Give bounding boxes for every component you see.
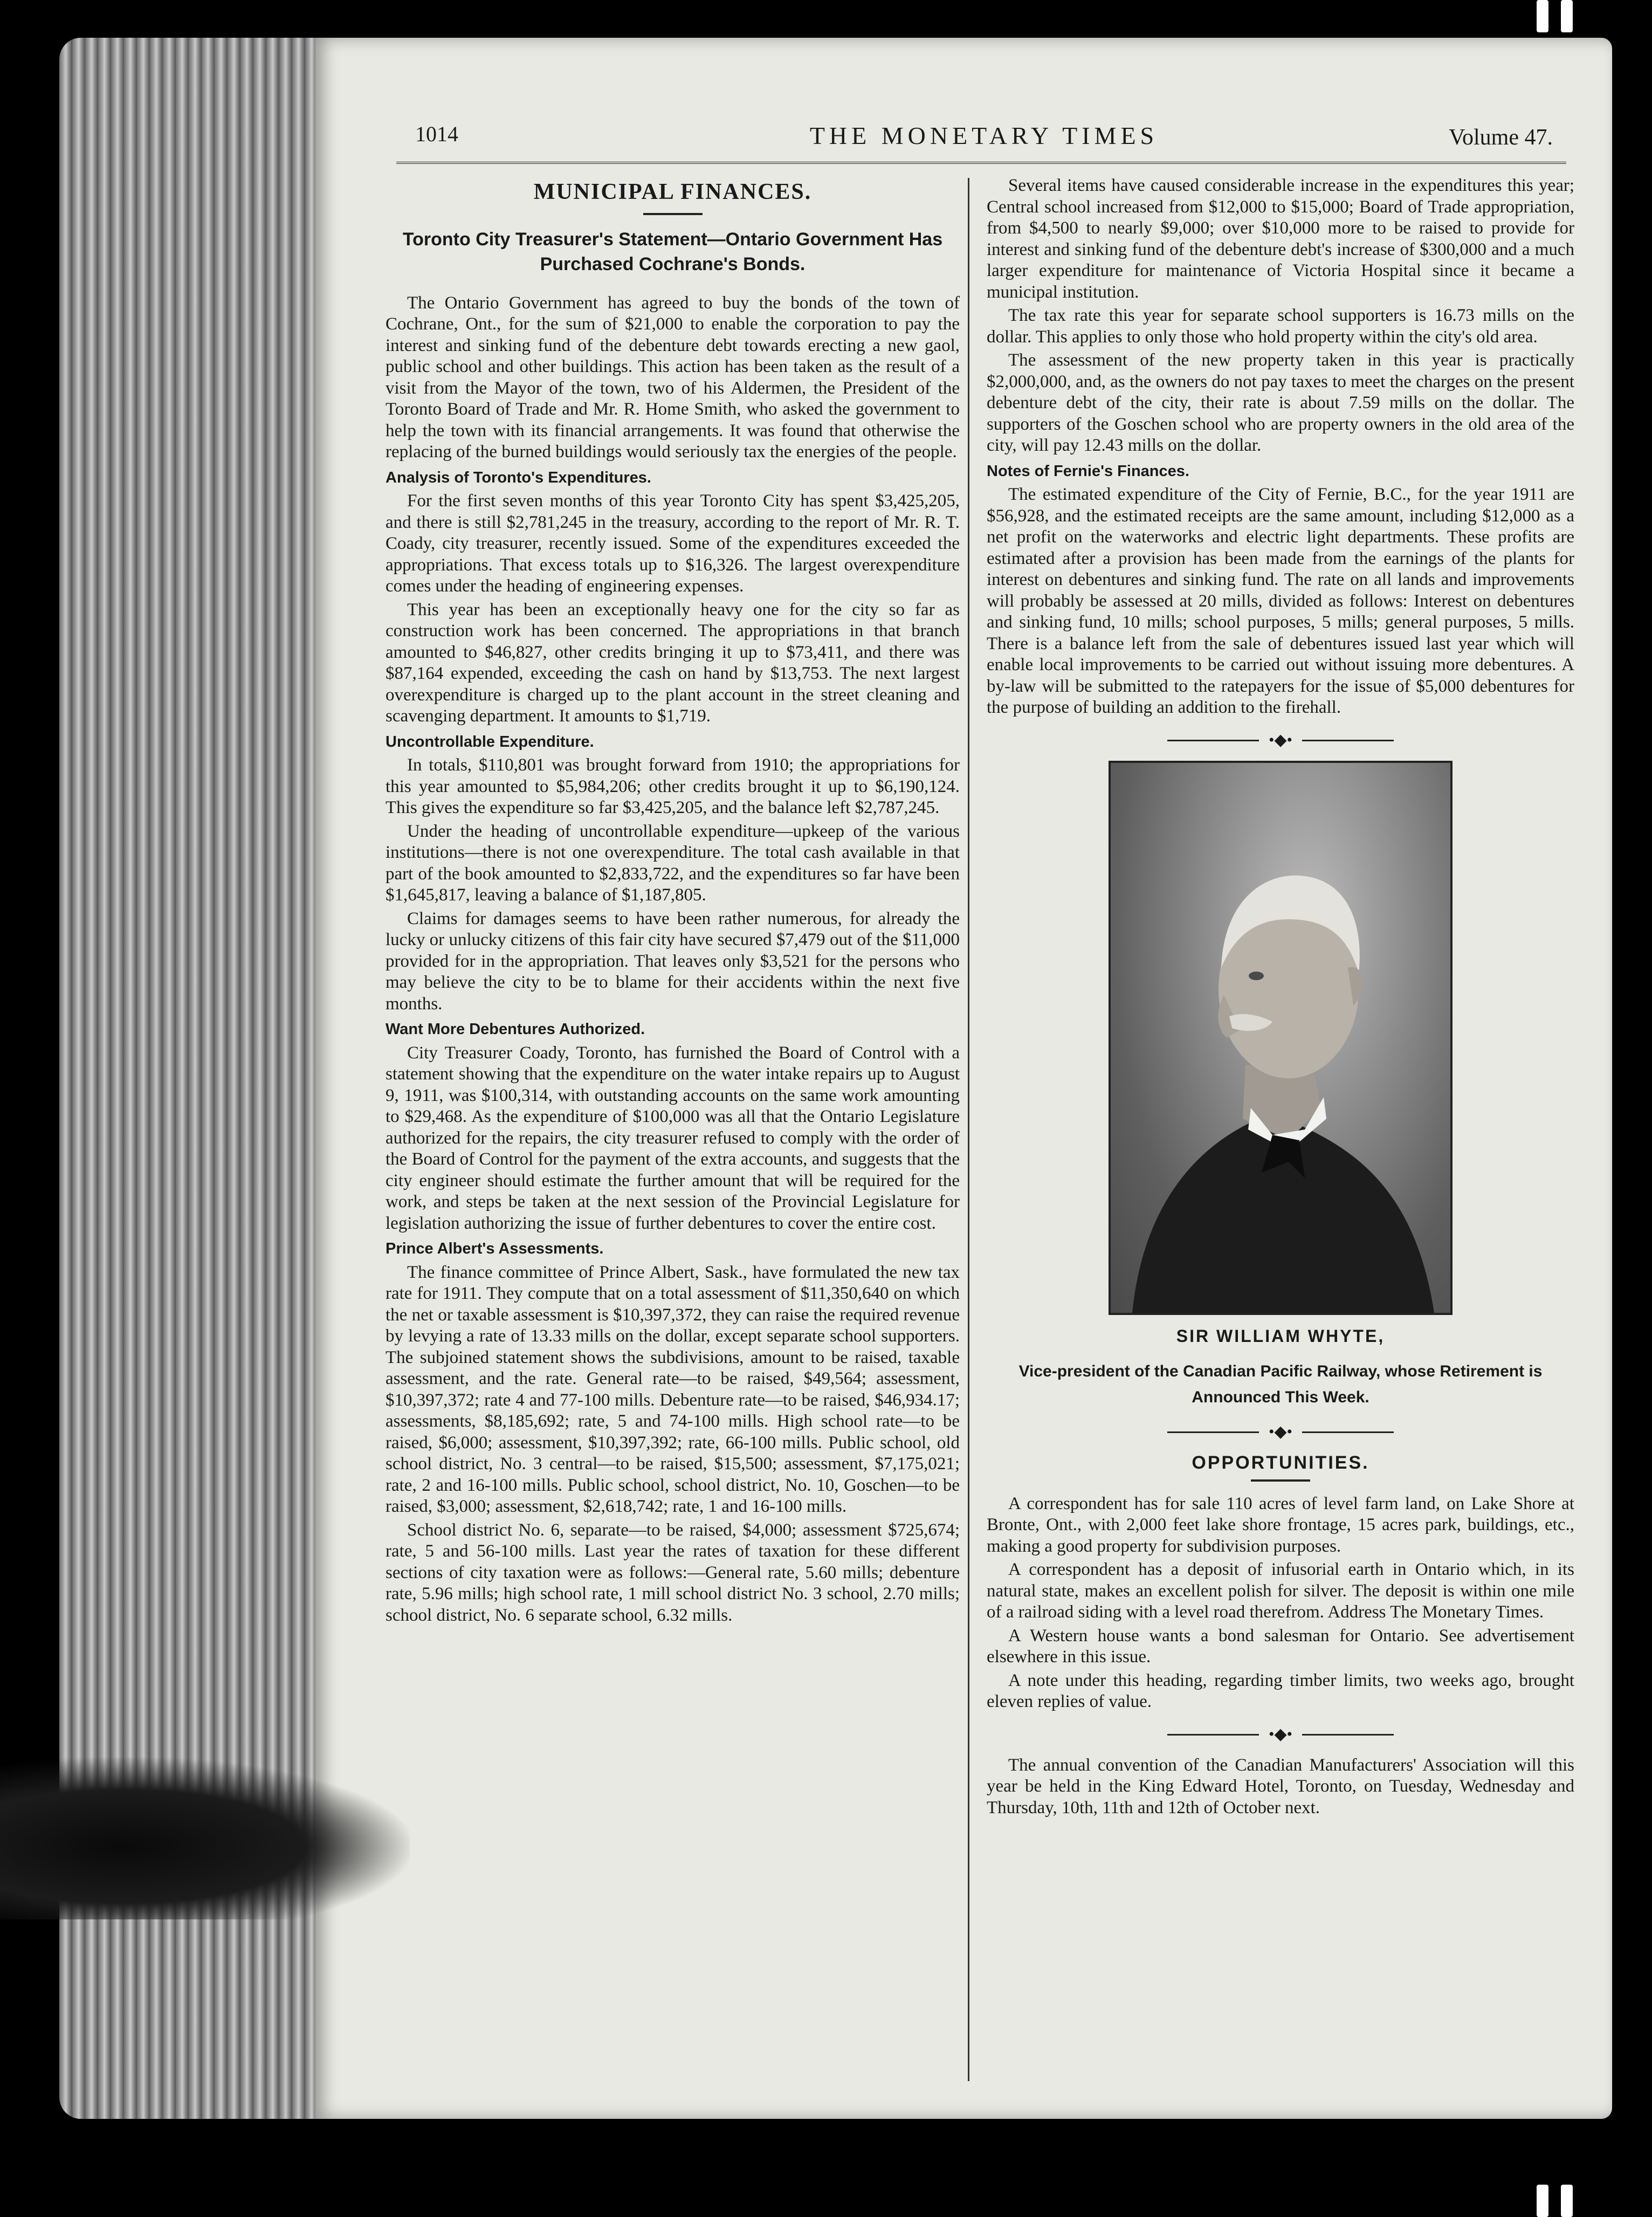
page-number: 1014 — [415, 122, 458, 146]
ornament-divider — [987, 731, 1574, 749]
ornament-divider — [987, 1423, 1574, 1441]
subheading: Uncontrollable Expenditure. — [386, 733, 594, 751]
title-rule — [1251, 1479, 1310, 1482]
portrait-caption: Vice-president of the Canadian Pacific Railway, whose Retirement is Announced This Week. — [1018, 1362, 1543, 1406]
portrait-photo — [1109, 761, 1453, 1315]
thumb-shadow — [0, 1758, 410, 1919]
title-rule — [643, 213, 703, 215]
paragraph: A correspondent has a deposit of infusorial earth in Ontario which, in its natural state, makes an excellent polish for silver. The deposit is within one mile of a railroad siding with a level road therefrom. Address The Monetary Times. — [987, 1560, 1574, 1622]
volume-label: Volume 47. — [1449, 125, 1553, 150]
paragraph: Claims for damages seems to have been rather numerous, for already the lucky or unlucky citizens of this fair city have secured $7,479 out of the $11,000 provided for in the appropriation. That leaves only $3,521 for the persons who may believe the city to be to blame for their accidents within the next five months. — [386, 908, 960, 1014]
paragraph: A correspondent has for sale 110 acres of level farm land, on Lake Shore at Bronte, Ont., with 2,000 feet lake shore frontage, 15 acres park, buildings, etc., making a good property for subdivision purposes. — [987, 1493, 1574, 1556]
paragraph: This year has been an exceptionally heavy one for the city so far as construction work has been concerned. The appropriations in that branch amounted to $46,827, other credits bringing it up to $73,411, and there was $87,164 expended, exceeding the cash on hand by $13,753. The next largest overexpenditure is charged up to the plant account in the street cleaning and scavenging department. It amounts to $1,719. — [386, 600, 960, 726]
ornament-glyph: •◆• — [1259, 729, 1302, 751]
opportunities-heading: OPPORTUNITIES. — [1192, 1452, 1369, 1473]
paragraph: A Western house wants a bond salesman for Ontario. See advertisement elsewhere in this issue. — [987, 1626, 1574, 1667]
right-column — [987, 175, 1574, 1821]
paragraph: For the first seven months of this year Toronto City has spent $3,425,205, and there is still $2,781,245 in the treasury, according to the report of Mr. R. T. Coady, city treasurer, recently issued. Some of the expenditures exceeded the appropriations. That excess totals up to $16,326. The largest overexpenditure comes under the heading of engineering expenses. — [386, 491, 960, 596]
paragraph: A note under this heading, regarding timber limits, two weeks ago, brought eleven replies of value. — [987, 1670, 1574, 1711]
ornament-divider — [987, 1725, 1574, 1743]
paragraph: The Ontario Government has agreed to buy the bonds of the town of Cochrane, Ont., for the sum of $21,000 to enable the corporation to pay the interest and sinking fund of the debenture debt towards erecting a new gaol, public school and other buildings. This action has been taken as the result of a visit from the Mayor of the town, two of his Aldermen, the President of the Toronto Board of Trade and Mr. R. Home Smith, who asked the government to help the town with its financial arrangements. It was found that otherwise the replacing of the burned buildings would seriously tax the energies of the people. — [386, 293, 960, 462]
paragraph: The estimated expenditure of the City of Fernie, B.C., for the year 1911 are $56,928, and the estimated receipts are the same amount, including $12,000 as a net profit on the waterworks and electric light departments. These profits are estimated after a provision has been made from the earnings of the plants for interest on debentures and sinking fund. The rate on all lands and improvements will probably be assessed at 20 mills, divided as follows: Interest on debentures and sinking fund, 10 mills; school purposes, 5 mills; general purposes, 5 mills. There is a balance left from the sale of debentures issued last year which will enable local improvements to be carried out without issuing more debentures. A by-law will be submitted to the ratepayers for the issue of $5,000 debentures for the purpose of building an addition to the firehall. — [987, 485, 1574, 717]
header-rule — [396, 162, 1566, 164]
paragraph: Several items have caused considerable increase in the expenditures this year; Central school increased from $12,000 to $15,000; Board of Trade appropriation, from $4,500 to nearly $9,000; over $10,000 more to be raised to provide for interest and sinking fund of the debenture debt's increase of $300,000 and a much larger expenditure for maintenance of Victoria Hospital since it became a municipal institution. — [987, 176, 1574, 302]
subheading: Notes of Fernie's Finances. — [987, 462, 1189, 480]
film-mark — [1537, 0, 1548, 32]
ornament-glyph: •◆• — [1259, 1421, 1302, 1443]
left-column — [386, 175, 960, 1628]
film-mark — [1537, 2185, 1548, 2217]
paragraph: City Treasurer Coady, Toronto, has furnished the Board of Control with a statement showing that the expenditure on the water intake repairs up to August 9, 1911, was $100,314, with outstanding accounts on the same work amounting to $29,468. As the expenditure of $100,000 was all that the Ontario Legislature authorized for the repairs, the city treasurer refused to comply with the order of the Board of Control for the payment of the extra accounts, and suggests that the city engineer should estimate the further amount that will be required for the work, and steps be taken at the next session of the Provincial Legislature for legislation authorizing the issue of further debentures to cover the entire cost. — [386, 1043, 960, 1233]
paragraph: School district No. 6, separate—to be raised, $4,000; assessment $725,674; rate, 5 and 56-100 mills. Last year the rates of taxation for these different sections of city taxation were as follows:—General rate, 5.60 mills; debenture rate, 5.96 mills; high school rate, 1 mill school district No. 3 school, 2.70 mills; school district, No. 6 separate school, 6.32 mills. — [386, 1520, 960, 1625]
ornament-glyph: •◆• — [1259, 1724, 1302, 1745]
paragraph: The finance committee of Prince Albert, Sask., have formulated the new tax rate for 1911. They compute that on a total assessment of $11,350,640 on which the net or taxable assessment is $10,397,372, they can raise the required revenue by levying a rate of 13.33 mills on the dollar, except separate school supporters. The subjoined statement shows the subdivisions, amount to be raised, taxable assessment, and the rate. General rate—to be raised, $49,564; assessment, $10,397,372; rate 4 and 77-100 mills. Debenture rate—to be raised, $46,934.17; assessments, $8,185,692; rate, 5 and 74-100 mills. High school rate—to be raised, $6,000; assessment, $10,397,392; rate, 66-100 mills. Public school, old school district, No. 3 central—to be raised, $15,500; assessment, $7,175,021; rate, 2 and 16-100 mills. Public school, school district, No. 10, Goschen—to be raised, $3,000; assessment, $2,618,742; rate, 1 and 16-100 mills. — [386, 1262, 960, 1516]
subheading: Prince Albert's Assessments. — [386, 1240, 604, 1257]
subheading: Want More Debentures Authorized. — [386, 1021, 645, 1038]
paragraph: In totals, $110,801 was brought forward from 1910; the appropriations for this year amounted to $5,984,206; other credits brought it up to $6,190,124. This gives the expenditure so far $3,425,205, and the balance left $2,787,245. — [386, 755, 960, 817]
film-mark — [1561, 2185, 1573, 2217]
page-header — [415, 121, 1553, 154]
paragraph: Under the heading of uncontrollable expenditure—upkeep of the various institutions—there is not one overexpenditure. The total cash available in that part of the book amounted to $2,833,722, and the expenditures so far have been $1,645,817, leaving a balance of $1,187,805. — [386, 821, 960, 905]
column-rule — [968, 178, 969, 2081]
journal-title: THE MONETARY TIMES — [809, 122, 1159, 149]
paragraph: The assessment of the new property taken in this year is practically $2,000,000, and, as the owners do not pay taxes to meet the charges on the present debenture debt of the city, their rate is about 7.59 mills on the dollar. The supporters of the Goschen school who are property owners in the old area of the city, will pay 12.43 mills on the dollar. — [987, 350, 1574, 455]
film-mark — [1561, 0, 1573, 32]
subheading: Analysis of Toronto's Expenditures. — [386, 469, 651, 486]
section-title: MUNICIPAL FINANCES. — [533, 180, 812, 204]
paragraph: The tax rate this year for separate school supporters is 16.73 mills on the dollar. This applies to only those who hold property within the city's old area. — [987, 306, 1574, 347]
article-subtitle: Toronto City Treasurer's Statement—Ontario Government Has Purchased Cochrane's Bonds. — [402, 229, 943, 274]
portrait-caption-name: SIR WILLIAM WHYTE, — [1176, 1326, 1385, 1346]
portrait-illustration — [1111, 763, 1450, 1313]
paragraph: The annual convention of the Canadian Manufacturers' Association will this year be held in the King Edward Hotel, Toronto, on Tuesday, Wednesday and Thursday, 10th, 11th and 12th of October next. — [987, 1755, 1574, 1817]
